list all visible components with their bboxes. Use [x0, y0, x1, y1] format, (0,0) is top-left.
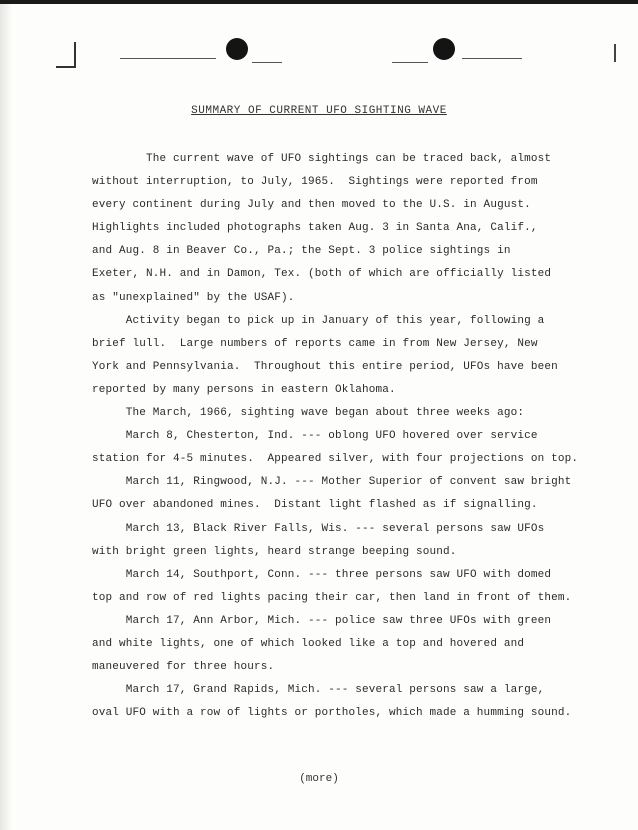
text-line: every continent during July and then moved to the U.S. in August. — [92, 199, 531, 212]
text-line: March 17, Ann Arbor, Mich. --- police saw three UFOs with green — [92, 614, 552, 627]
punch-hole-left — [226, 38, 248, 60]
hole-guide-line — [392, 62, 428, 63]
text-line: March 8, Chesterton, Ind. --- oblong UFO hovered over service — [92, 430, 538, 443]
hole-guide-line — [120, 58, 216, 59]
corner-mark-left — [56, 42, 76, 68]
text-line: and white lights, one of which looked like a top and hovered and — [92, 637, 525, 650]
document-body — [92, 148, 632, 725]
document-title: SUMMARY OF CURRENT UFO SIGHTING WAVE — [191, 105, 447, 117]
text-line: March 17, Grand Rapids, Mich. --- several persons saw a large, — [92, 684, 545, 697]
text-line: reported by many persons in eastern Oklahoma. — [92, 383, 396, 396]
text-line: The current wave of UFO sightings can be traced back, almost — [92, 153, 552, 165]
corner-mark-right — [606, 44, 616, 62]
text-line: and Aug. 8 in Beaver Co., Pa.; the Sept. 3 police sightings in — [92, 245, 511, 258]
text-line: brief lull. Large numbers of reports came in from New Jersey, New — [92, 337, 538, 350]
text-line: March 14, Southport, Conn. --- three persons saw UFO with domed — [92, 568, 552, 581]
text-line: Exeter, N.H. and in Damon, Tex. (both of which are officially listed — [92, 268, 552, 281]
scan-left-edge — [0, 4, 12, 830]
hole-guide-line — [252, 62, 282, 63]
text-line: without interruption, to July, 1965. Sightings were reported from — [92, 176, 538, 189]
text-line: with bright green lights, heard strange beeping sound. — [92, 545, 457, 558]
text-line: Activity began to pick up in January of this year, following a — [92, 314, 545, 327]
hole-guide-line — [462, 58, 522, 59]
text-line: as "unexplained" by the USAF). — [92, 291, 295, 304]
text-line: The March, 1966, sighting wave began about three weeks ago: — [92, 407, 525, 420]
scan-top-border — [0, 0, 638, 4]
text-line: Highlights included photographs taken Aug. 3 in Santa Ana, Calif., — [92, 222, 538, 235]
punch-hole-right — [433, 38, 455, 60]
text-line: maneuvered for three hours. — [92, 661, 275, 674]
text-line: UFO over abandoned mines. Distant light flashed as if signalling. — [92, 499, 538, 512]
text-line: oval UFO with a row of lights or portholes, which made a humming sound. — [92, 707, 572, 720]
page-footer-more: (more) — [299, 773, 339, 785]
text-line: March 11, Ringwood, N.J. --- Mother Superior of convent saw bright — [92, 476, 572, 489]
text-line: York and Pennsylvania. Throughout this entire period, UFOs have been — [92, 360, 558, 373]
text-line: top and row of red lights pacing their car, then land in front of them. — [92, 591, 572, 604]
text-line: station for 4-5 minutes. Appeared silver, with four projections on top. — [92, 453, 579, 466]
text-line: March 13, Black River Falls, Wis. --- several persons saw UFOs — [92, 522, 545, 535]
